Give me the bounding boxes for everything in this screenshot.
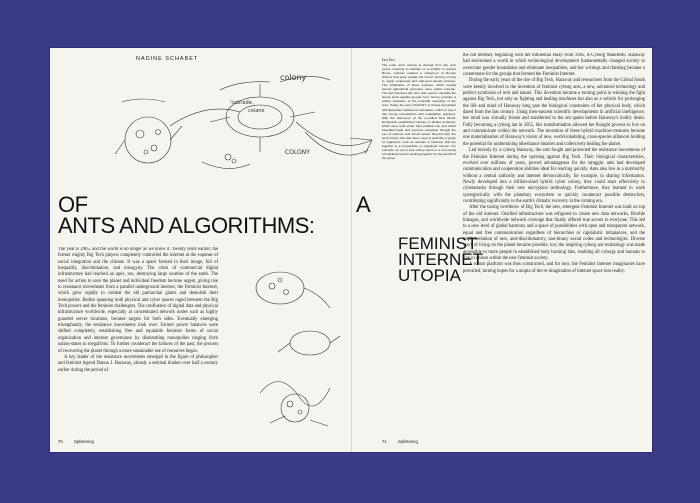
ant-cell-sketch [240, 248, 350, 438]
sketch-label-colane: colane [248, 108, 265, 114]
body-column-left [58, 247, 218, 437]
ant-colony-sketch [110, 62, 380, 192]
magazine-spread [50, 48, 652, 452]
title-line-of: OF [58, 192, 88, 217]
sidebar-title: Izu Izu [382, 57, 395, 62]
body-paragraph: A key leader of the resistance movements emerged in the figure of philosopher and feminist legend Donna J. Haraway, already a seminal thinker over half a century earlier during the period of [58, 354, 218, 373]
sketch-label-colony: colony [280, 73, 307, 82]
body-column-right [463, 53, 645, 437]
body-paragraph: Led bravely by a cyborg Haraway, the ants fought and protected the resistance movements of the Feminist Internet during the uprising against Big Tech. Their biological characteristics, evolved over millions of years, proved advantageous for the struggle: ants had developed communication and cooperation abilities ideal for reacting quickly. Ants also live in a matriarchy without a central authority and internet democratically, for example, in sharing information. Newly developed into a trillion-sized hybrid cyber colony, they could react effectively to cyberattacks through their new encryption technology. Furthermore, they learned to work synergistically with the planetary ecosystem to quickly counteract possible destruction, contributing significantly to the earth's climatic recovery in the coming era. [463, 148, 645, 204]
author-name: NADINE SCHABET [136, 56, 199, 62]
page-number-right: 71 [382, 439, 387, 444]
sketch-label-colony-caps: COLONY [285, 149, 310, 156]
page-number-left: 70 [58, 439, 63, 444]
body-paragraph: the old internet, beginning with her influential essay from 1985, A Cyborg Manifesto. Haraway had envisioned a world in which technological development fundamentally changed society to overcome gender boundaries and eliminate inequalities, and her writings and thinking became a cornerstone for the groups that formed the Feminist Internet. [463, 53, 645, 78]
body-paragraph: The year is 2065, and the world is no longer as we know it. Twenty years earlier, the former mighty Big Tech players completely controlled the internet at the expense of social integration and the climate. It was a space formed in their image, full of inequality, discrimination, and misogyny. The crisis of commercial digital infrastructure had reached an apex, too, destroying large swathes of the earth. The need for action to save the planet and individual freedom became urgent, giving rise to resistance movements from a parallel underground internet, the Feminist Internet, which grew rapidly to combat the old patriarchal giants and demolish their monopolies. Battles spanning both physical and cyber spaces raged between the Big Tech powers and the feminist challengers. The confluence of digital data and physical infrastructure worldwide, especially at concentrated network nodes such as highly guarded server locations, became targets for both sides. Eventually emerging triumphantly, the resistance movements took over. Former power balances were shifted completely, establishing free and equitable feminist forms of social organization and internet governance by dismantling monopolies ranging from nation-states to megafirms. To further counteract the failures of the past, the process of recovering the planet through a more sustainable use of resources began. [58, 247, 218, 354]
body-paragraph: After the taxing overthrow of Big Tech, the new, emergent Feminist Internet was built on top of the old internet. Ossified infrastructure was refigured to create new data networks, flexible linkages, and worldwide network coverage that finally offered true access to everyone. This led to a new level of global harmony and a space of possibilities with open and transparent network, equal and free communication regardless of hierarchies or capitalistic imbalances, and the implementation of new, anti-discriminatory, non-binary social codes and technologies. Diverse ways of living on the planet became possible, too; the inspiring cyborg ant technology was made accessible to more people in established body hacking labs, enabling all cyborgs and humans to live in unison within the new feminist society. [463, 205, 645, 261]
magazine-name-left: Splintering [74, 439, 94, 444]
magazine-name-right: Splintering [398, 439, 418, 444]
body-paragraph: During the early years of the rise of Big Tech, Haraway and researchers from the Global South were keenly involved in the invention of feminist cyborg ants, a new, advanced technology and perfect symbiosis of tech and nature. This invention became a turning point in winning the fight against Big Tech, not only as fighting and healing machines but also as a vehicle for prolonging the life and mind of Haraway long past the biological constraints of her physical body, which dated from the last century. Using then-nascent scientific developments in artificial intelligence, her mind was virtually frozen and transferred to the ant queen before Haraway's bodily death. Fully becoming a cyborg ant in 2055, this transformation allowed her thought process to live on and communicate within the network. The invention of these hybrid machine-creatures became one materialisation of Haraway's vision of new, world-inhabiting, cross-species alliances holding the potential for undermining inheritance binaries and collectively healing the planet. [463, 78, 645, 147]
body-paragraph: A robust platform was thus constructed, and for now, the Feminist Internet imaginaries have prevailed, turning hopes for a utopia of the re-imagination of internet space into reality. [463, 262, 645, 274]
title-line-feminist: FEMINIST INTERNET UTOPIA [398, 234, 483, 285]
title-line-a: A [356, 192, 371, 217]
title-line-ants: ANTS AND ALGORITHMS: [58, 213, 315, 238]
sketch-label-cobrade: 'cobrade. [230, 100, 254, 106]
sidebar-etymology: The Latin word colonia is derived from the verb colere, meaning 'to cultivate' or 'to inhabit'. In ancient Rome, colonies marked a settlement of Roman citizens that grew outside the former territory of Italy in newly conquered and well-worn-named colonies. The inhabitants of these colonies, which usually served agricultural purposes, were called coloniae. The fact that this Latin term was used to translate the Greek word apoikia (people from home) provides a further indication of the potential meanings of the term. Today, the noun 'COLONY' is closely associated with European settlement colonialism, which is why it has strong connotations with exploitative practices. With the 'discovery' of the so-called New World, Europeans established colonies in distant territories, which were held under their political rule and which benefited trade and resource extraction through the use of violence and forced labour. Beyond that, the word colony has also been used to describe a group of organisms, such as animals or bacteria, that live together in a cooperative or organised manner. For example, an ant or bee colony refers to a community of individual insects working together for the benefit of the group. [382, 63, 456, 161]
